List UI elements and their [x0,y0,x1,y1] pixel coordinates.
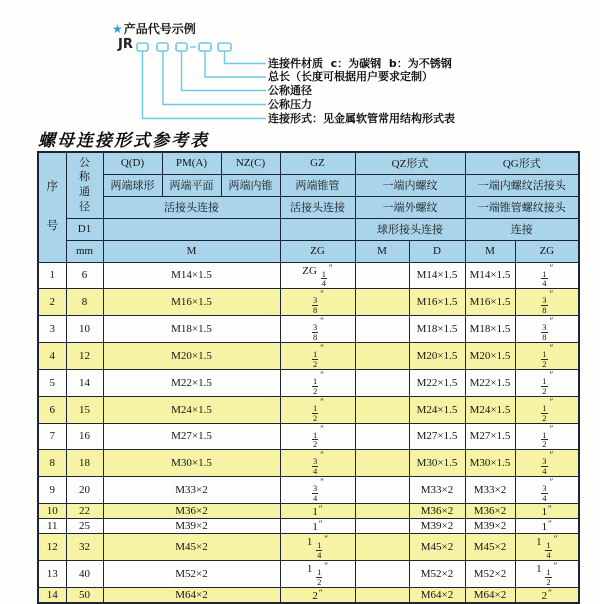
code-box-4 [199,43,211,51]
cell-zg [280,423,355,450]
fraction [316,541,322,560]
fraction-denominator: 2 [546,576,551,587]
fraction [312,377,318,396]
cell-qg-zg [515,343,579,370]
cell-m: M30×1.5 [103,450,280,477]
fraction [541,484,547,503]
fraction-numerator: 1 [317,540,322,551]
cell-qg-zg [515,262,579,289]
fraction-denominator: 4 [313,493,318,504]
table-row [38,534,579,561]
table-row [38,396,579,423]
fraction-numerator: 1 [542,402,547,413]
value-prefix: 1 [306,536,316,549]
inch-mark: ″ [320,343,324,354]
cell-mm: 14 [66,369,103,396]
header-seq [38,152,66,262]
cell-qz-d: M30×1.5 [409,450,465,477]
callout-line-material [225,51,267,64]
inch-mark: ″ [324,560,329,571]
header-nominal-diameter [66,152,103,218]
cell-zg: 2″ [280,587,355,603]
inch-mark: ″ [549,423,554,434]
fraction-numerator: 1 [313,349,318,360]
inch-mark: ″ [318,504,323,515]
fraction-denominator: 2 [542,439,547,450]
cell-qz-m [355,519,409,534]
cell-seq: 13 [38,560,66,587]
cell-qz-m [355,560,409,587]
header-col-nzc: NZ(C) [221,152,280,174]
header-qz-desc2: 一端外螺纹 [355,196,465,218]
cell-m: M45×2 [103,534,280,561]
cell-qz-m [355,534,409,561]
fraction-denominator: 4 [542,278,547,289]
value-prefix: ZG [302,264,320,277]
inch-mark: ″ [553,534,558,545]
inch-mark: ″ [549,262,554,273]
inch-mark: ″ [320,423,324,434]
cell-qg-m: M27×1.5 [465,423,515,450]
table-row [38,289,579,316]
cell-qg-m: M33×2 [465,477,515,504]
header-qz-d: D [409,240,465,262]
inch-mark: ″ [549,289,554,300]
fraction-denominator: 8 [313,305,318,316]
fraction [541,457,547,476]
cell-qg-m: M45×2 [465,534,515,561]
cell-qg-zg [515,396,579,423]
cell-m: M20×1.5 [103,343,280,370]
cell-qg-m: M14×1.5 [465,262,515,289]
fraction-denominator: 2 [313,412,318,423]
table-row [38,262,579,289]
code-label-diameter: 公称通径 [268,83,312,97]
cell-qg-zg [515,477,579,504]
inch-mark: ″ [549,316,554,327]
cell-mm: 32 [66,534,103,561]
header-gz-union: 活接头连接 [280,196,355,218]
fraction-numerator: 3 [542,456,547,467]
header-nzc-desc: 两端内锥 [221,174,280,196]
table-row [38,450,579,477]
header-empty-gz [280,218,355,240]
fraction-numerator: 3 [542,483,547,494]
fraction [541,270,547,289]
header-qz-conn: 球形接头连接 [355,218,465,240]
cell-qg-zg: 1″ [515,519,579,534]
cell-qz-m [355,316,409,343]
cell-m: M39×2 [103,519,280,534]
header-seq-text: 序号 [46,181,58,233]
cell-qz-d: M36×2 [409,504,465,519]
table-row [38,477,579,504]
cell-qz-d: M20×1.5 [409,343,465,370]
header-col-pma: PM(A) [162,152,221,174]
inch-mark: ″ [324,534,329,545]
cell-qz-d: M24×1.5 [409,396,465,423]
header-qg-desc2: 一端锥管螺纹接头 [465,196,579,218]
fraction [541,377,547,396]
fraction [545,541,551,560]
cell-zg [280,560,355,587]
header-union-connection: 活接头连接 [103,196,280,218]
fraction [541,323,547,342]
inch-mark: ″ [548,587,552,598]
inch-mark: ″ [320,396,324,407]
callout-line-pressure [163,51,266,105]
cell-m: M33×2 [103,477,280,504]
cell-qg-m: M18×1.5 [465,316,515,343]
header-col-qz: QZ形式 [355,152,465,174]
cell-mm: 50 [66,587,103,603]
fraction-denominator: 2 [313,358,318,369]
header-qg-zg: ZG [515,240,579,262]
fraction-denominator: 2 [313,439,318,450]
cell-qg-zg [515,450,579,477]
cell-zg [280,343,355,370]
inch-mark: ″ [318,587,323,598]
cell-mm: 16 [66,423,103,450]
cell-qz-m [355,450,409,477]
fraction [312,431,318,450]
cell-qg-zg [515,423,579,450]
cell-qz-d: M45×2 [409,534,465,561]
callout-line-connection [143,51,267,119]
code-label-length: 总长（长度可根据用户要求定制） [268,70,433,83]
cell-qz-m [355,343,409,370]
fraction [312,484,318,503]
cell-zg: 1″ [280,519,355,534]
cell-qz-m [355,262,409,289]
cell-qz-d: M18×1.5 [409,316,465,343]
code-box-5 [218,43,231,51]
header-empty-m-span [103,218,280,240]
fraction-numerator: 1 [313,429,318,440]
cell-seq: 11 [38,519,66,534]
cell-mm: 10 [66,316,103,343]
table-row [38,587,579,603]
callout-line-diameter [182,51,267,91]
header-gz-desc: 两端锥管 [280,174,355,196]
cell-mm: 8 [66,289,103,316]
cell-zg [280,289,355,316]
fraction [541,431,547,450]
fraction-denominator: 4 [313,466,318,477]
inch-mark: ″ [549,369,554,380]
fraction [541,296,547,315]
cell-zg [280,534,355,561]
cell-qz-m [355,587,409,603]
fraction-denominator: 2 [542,412,547,423]
cell-qg-zg: 1″ [515,504,579,519]
fraction [312,323,318,342]
cell-seq: 2 [38,289,66,316]
cell-qz-d: M39×2 [409,519,465,534]
fraction-denominator: 8 [313,332,318,343]
fraction-numerator: 1 [546,566,551,577]
fraction [312,457,318,476]
star-icon: ★ [112,22,123,36]
table-title: 螺母连接形式参考表 [38,131,209,151]
fraction-denominator: 8 [542,332,547,343]
header-col-qg: QG形式 [465,152,579,174]
cell-seq: 14 [38,587,66,603]
fraction-numerator: 3 [313,483,318,494]
fraction-numerator: 3 [313,322,318,333]
cell-seq: 10 [38,504,66,519]
diagram-heading-text: 产品代号示例 [123,22,196,36]
fraction-numerator: 1 [313,375,318,386]
fraction-denominator: 2 [313,385,318,396]
inch-mark: ″ [318,519,323,530]
cell-m: M18×1.5 [103,316,280,343]
table-row [38,519,579,534]
fraction [541,350,547,369]
cell-qg-m: M39×2 [465,519,515,534]
table-row [38,560,579,587]
header-pma-desc: 两端平面 [162,174,221,196]
table-wrapper [37,151,580,604]
fraction-numerator: 3 [313,295,318,306]
inch-mark: ″ [549,343,554,354]
cell-seq: 7 [38,423,66,450]
cell-qz-d: M64×2 [409,587,465,603]
cell-qg-m: M64×2 [465,587,515,603]
inch-mark: ″ [553,560,558,571]
cell-qg-zg [515,369,579,396]
inch-mark: ″ [549,396,554,407]
cell-mm: 6 [66,262,103,289]
table-row [38,423,579,450]
fraction [545,568,551,587]
fraction [312,350,318,369]
table-row [38,343,579,370]
cell-m: M16×1.5 [103,289,280,316]
cell-seq: 1 [38,262,66,289]
cell-seq: 6 [38,396,66,423]
code-box-2 [157,43,168,51]
cell-qz-m [355,504,409,519]
fraction-denominator: 4 [542,493,547,504]
fraction-denominator: 4 [317,550,322,561]
cell-mm: 15 [66,396,103,423]
fraction-denominator: 4 [542,466,547,477]
inch-mark: ″ [320,450,324,461]
fraction-numerator: 1 [317,566,322,577]
header-m: M [103,240,280,262]
cell-qg-zg [515,316,579,343]
cell-qz-m [355,289,409,316]
fraction [312,296,318,315]
code-box-1 [137,43,148,51]
value-prefix: 1 [536,562,545,575]
table-row [38,369,579,396]
header-qg-conn: 连接 [465,218,579,240]
inch-mark: ″ [320,289,324,300]
inch-mark: ″ [320,369,324,380]
cell-qg-zg [515,534,579,561]
fraction-numerator: 1 [542,268,547,279]
fraction-numerator: 3 [313,456,318,467]
header-nominal-diameter-text: 公称通径 [79,156,90,214]
cell-qz-d: M52×2 [409,560,465,587]
cell-qz-m [355,396,409,423]
cell-qg-zg: 2″ [515,587,579,603]
fraction-denominator: 4 [546,550,551,561]
cell-qz-d: M33×2 [409,477,465,504]
cell-qg-m: M52×2 [465,560,515,587]
nut-connection-table [37,151,580,604]
fraction [312,404,318,423]
cell-zg [280,262,355,289]
fraction [321,270,327,289]
cell-zg [280,477,355,504]
header-col-qd: Q(D) [103,152,162,174]
cell-seq: 9 [38,477,66,504]
cell-qg-m: M30×1.5 [465,450,515,477]
cell-m: M52×2 [103,560,280,587]
code-label-connection: 连接形式：见金属软管常用结构形式表 [268,111,455,125]
cell-qz-d: M14×1.5 [409,262,465,289]
cell-qz-d: M22×1.5 [409,369,465,396]
cell-qz-d: M16×1.5 [409,289,465,316]
fraction-denominator: 2 [542,358,547,369]
inch-mark: ″ [549,477,554,488]
header-qd-desc: 两端球形 [103,174,162,196]
fraction-numerator: 1 [542,349,547,360]
cell-m: M27×1.5 [103,423,280,450]
cell-mm: 22 [66,504,103,519]
cell-seq: 5 [38,369,66,396]
inch-mark: ″ [328,262,333,273]
code-box-3 [176,43,187,51]
header-qz-m: M [355,240,409,262]
cell-zg [280,396,355,423]
cell-seq: 4 [38,343,66,370]
fraction-numerator: 1 [321,268,326,279]
header-zg: ZG [280,240,355,262]
code-prefix: JR [118,37,133,52]
header-qz-desc1: 一端内螺纹 [355,174,465,196]
cell-seq: 12 [38,534,66,561]
inch-mark: ″ [548,519,552,530]
cell-m: M22×1.5 [103,369,280,396]
cell-qz-d: M27×1.5 [409,423,465,450]
fraction-numerator: 1 [542,429,547,440]
header-qg-m: M [465,240,515,262]
inch-mark: ″ [548,504,552,515]
cell-seq: 3 [38,316,66,343]
cell-mm: 25 [66,519,103,534]
cell-mm: 40 [66,560,103,587]
cell-qg-zg [515,560,579,587]
cell-qg-m: M36×2 [465,504,515,519]
cell-mm: 12 [66,343,103,370]
cell-m: M14×1.5 [103,262,280,289]
fraction-numerator: 3 [542,295,547,306]
header-col-gz: GZ [280,152,355,174]
cell-zg [280,316,355,343]
cell-m: M36×2 [103,504,280,519]
cell-zg [280,369,355,396]
value-prefix: 1 [306,562,316,575]
header-d1: D1 [66,218,103,240]
cell-m: M24×1.5 [103,396,280,423]
fraction-numerator: 1 [313,402,318,413]
cell-qg-m: M24×1.5 [465,396,515,423]
code-label-material: 连接件材质 c：为碳钢 b：为不锈钢 [268,56,452,70]
fraction-denominator: 2 [317,576,322,587]
cell-qg-m: M22×1.5 [465,369,515,396]
inch-mark: ″ [320,316,324,327]
cell-seq: 8 [38,450,66,477]
fraction [541,404,547,423]
inch-mark: ″ [549,450,554,461]
cell-mm: 20 [66,477,103,504]
fraction [316,568,322,587]
cell-qz-m [355,423,409,450]
cell-m: M64×2 [103,587,280,603]
cell-qz-m [355,369,409,396]
fraction-numerator: 1 [542,375,547,386]
cell-qg-zg [515,289,579,316]
header-qg-desc1: 一端内螺纹活接头 [465,174,579,196]
inch-mark: ″ [320,477,324,488]
header-mm: mm [66,240,103,262]
diagram-heading [112,20,196,37]
fraction-numerator: 1 [546,540,551,551]
fraction-denominator: 2 [542,385,547,396]
cell-qz-m [355,477,409,504]
fraction-denominator: 8 [542,305,547,316]
table-row [38,316,579,343]
fraction-numerator: 3 [542,322,547,333]
cell-qg-m: M16×1.5 [465,289,515,316]
cell-zg: 1″ [280,504,355,519]
value-prefix: 1 [536,536,545,549]
cell-zg [280,450,355,477]
cell-qg-m: M20×1.5 [465,343,515,370]
code-label-pressure: 公称压力 [268,97,312,111]
cell-mm: 18 [66,450,103,477]
table-row [38,504,579,519]
fraction-denominator: 4 [321,278,326,289]
